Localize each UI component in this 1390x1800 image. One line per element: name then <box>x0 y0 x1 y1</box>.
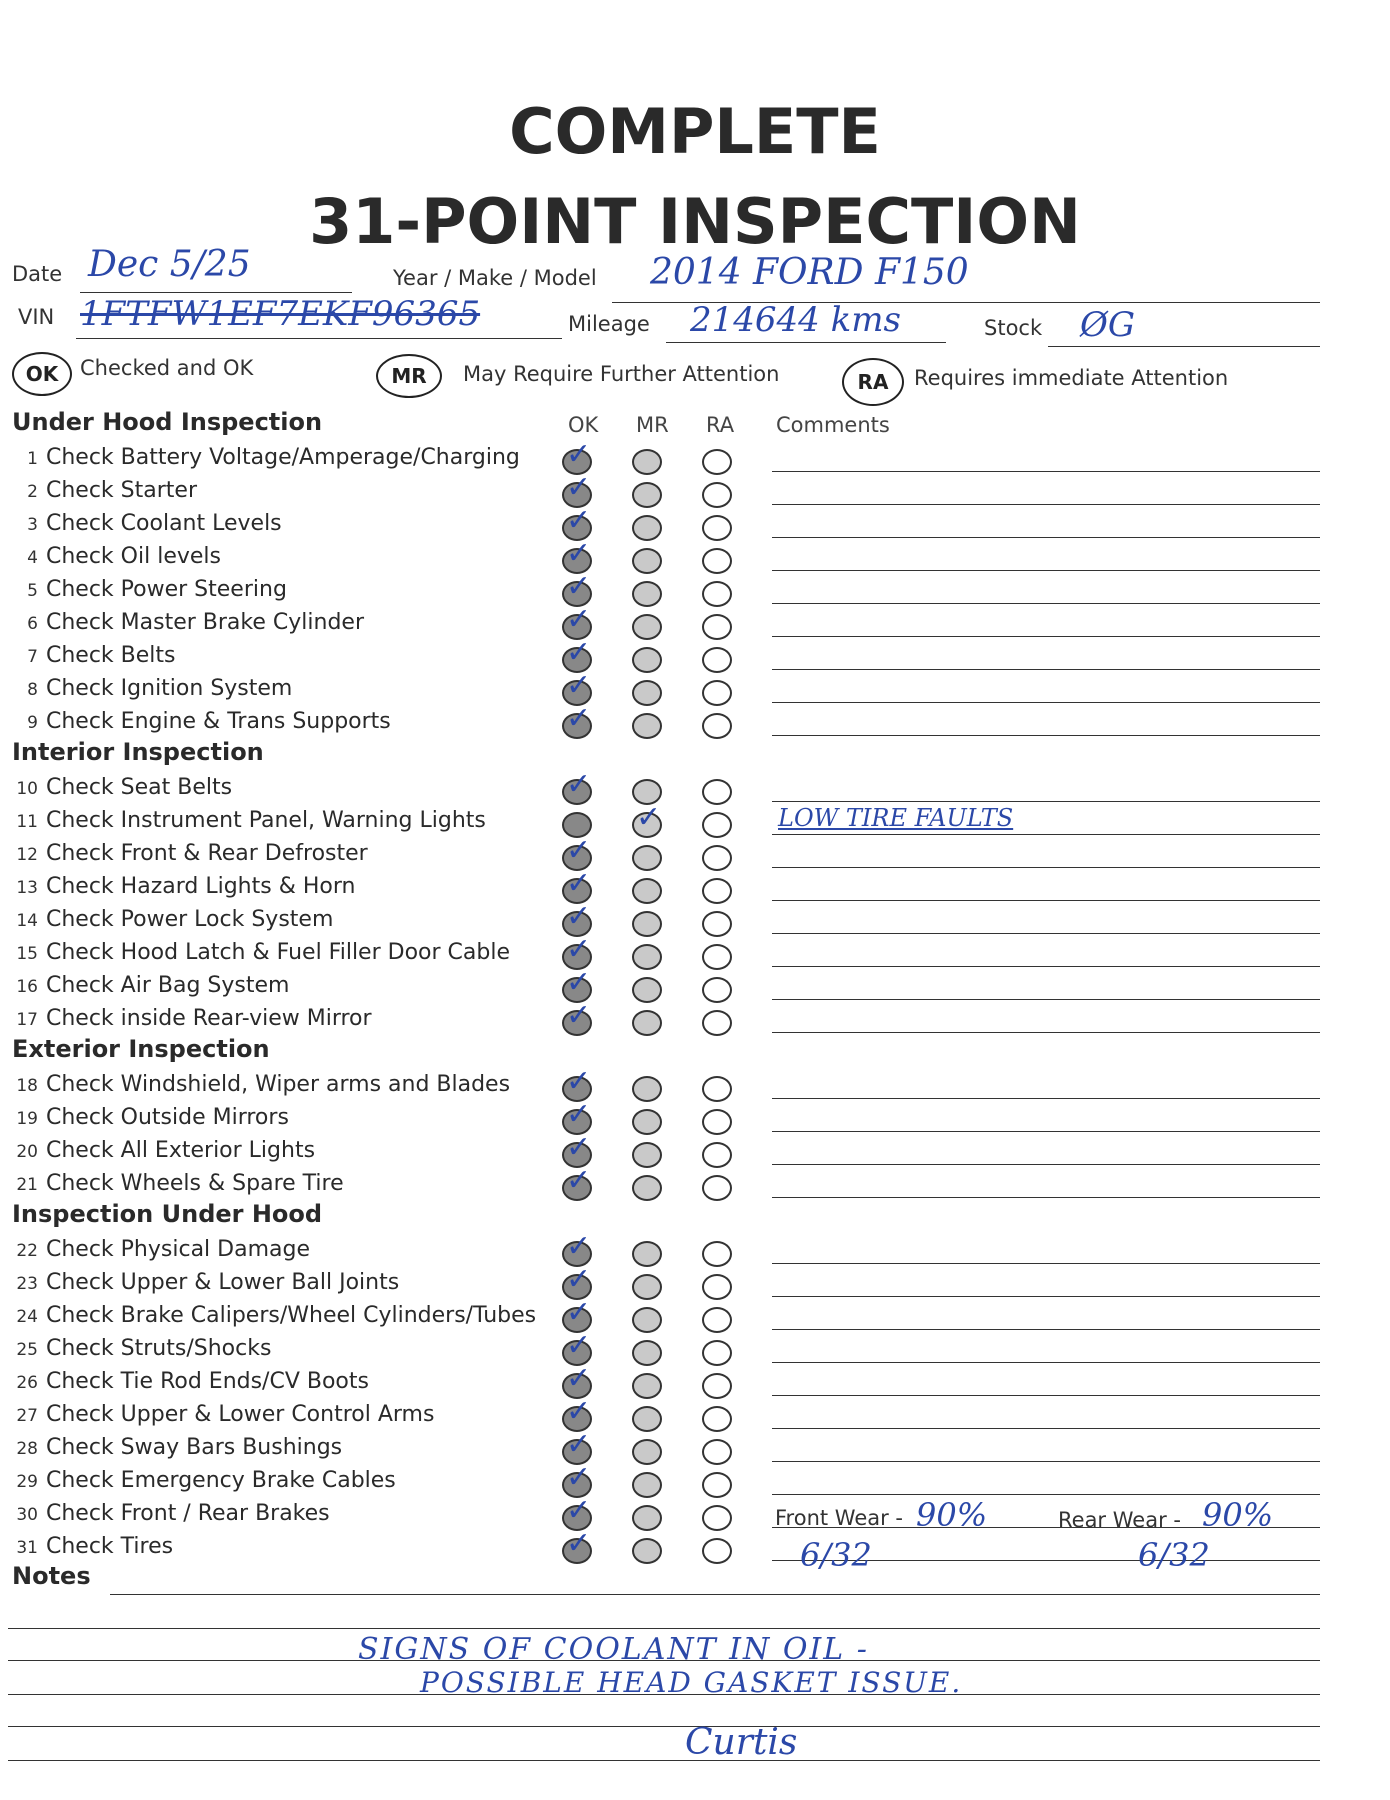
checkmark-icon: ✓ <box>566 602 592 637</box>
checkmark-icon: ✓ <box>566 470 592 505</box>
item-number: 10 <box>16 779 38 799</box>
comment-line <box>772 1329 1320 1330</box>
checkbox-mr[interactable] <box>632 1439 662 1465</box>
legend-ok-badge: OK <box>12 352 72 396</box>
notes-text-line1: SIGNS OF COOLANT IN OIL - <box>358 1632 869 1667</box>
comment-line <box>772 702 1320 703</box>
checkbox-ra[interactable] <box>702 1505 732 1531</box>
checkmark-icon: ✓ <box>566 932 592 967</box>
section-title: Interior Inspection <box>12 738 264 766</box>
date-label: Date <box>12 262 63 286</box>
item-number: 31 <box>16 1538 38 1558</box>
item-number: 9 <box>27 713 38 733</box>
checkbox-ra[interactable] <box>702 1373 732 1399</box>
checkbox-ra[interactable] <box>702 581 732 607</box>
stock-underline <box>1048 346 1320 347</box>
item-number: 2 <box>27 482 38 502</box>
checkbox-mr[interactable] <box>632 1373 662 1399</box>
item-label: Check Struts/Shocks <box>46 1336 272 1361</box>
checkbox-mr[interactable] <box>632 581 662 607</box>
checkbox-mr[interactable] <box>632 713 662 739</box>
comment-line <box>772 801 1320 802</box>
section-title: Exterior Inspection <box>12 1035 270 1063</box>
comment-line <box>772 1131 1320 1132</box>
item-number: 12 <box>16 845 38 865</box>
checkbox-mr[interactable] <box>632 1505 662 1531</box>
checkbox-mr[interactable] <box>632 1340 662 1366</box>
date-value: Dec 5/25 <box>88 244 251 285</box>
column-mr-header: MR <box>636 413 669 437</box>
comment-line <box>772 1296 1320 1297</box>
notes-line <box>8 1760 1320 1761</box>
comment-line <box>772 834 1320 835</box>
item-number: 21 <box>16 1175 38 1195</box>
checkbox-ra[interactable] <box>702 449 732 475</box>
checkbox-mr[interactable] <box>632 548 662 574</box>
item-number: 17 <box>16 1010 38 1030</box>
checkbox-ra[interactable] <box>702 548 732 574</box>
checkmark-icon: ✓ <box>566 437 592 472</box>
checkbox-mr[interactable] <box>632 878 662 904</box>
item-label: Check Belts <box>46 643 176 668</box>
checkbox-mr[interactable] <box>632 1175 662 1201</box>
checkbox-ra[interactable] <box>702 1241 732 1267</box>
legend-ra-text: Requires immediate Attention <box>914 366 1229 390</box>
form-title-line1: COMPLETE <box>509 95 881 168</box>
item-number: 6 <box>27 614 38 634</box>
checkbox-ra[interactable] <box>702 647 732 673</box>
front-wear-measure: 6/32 <box>800 1536 872 1574</box>
checkmark-icon: ✓ <box>566 503 592 538</box>
checkbox-mr[interactable] <box>632 1406 662 1432</box>
item-number: 22 <box>16 1241 38 1261</box>
item-number: 18 <box>16 1076 38 1096</box>
checkmark-icon: ✓ <box>566 833 592 868</box>
item-label: Check Hazard Lights & Horn <box>46 874 356 899</box>
item-number: 24 <box>16 1307 38 1327</box>
comment-line <box>772 537 1320 538</box>
checkmark-icon: ✓ <box>566 866 592 901</box>
item-label: Check Front / Rear Brakes <box>46 1501 330 1526</box>
checkmark-icon: ✓ <box>566 1295 592 1330</box>
item-number: 26 <box>16 1373 38 1393</box>
checkmark-icon: ✓ <box>566 1460 592 1495</box>
checkbox-ra[interactable] <box>702 911 732 937</box>
checkbox-mr[interactable] <box>632 944 662 970</box>
comment-line <box>772 900 1320 901</box>
comment-line <box>772 867 1320 868</box>
comment-line <box>772 933 1320 934</box>
item-label: Check Wheels & Spare Tire <box>46 1171 344 1196</box>
stock-label: Stock <box>984 316 1043 340</box>
checkbox-mr[interactable] <box>632 449 662 475</box>
checkbox-mr[interactable] <box>632 614 662 640</box>
vin-value: 1FTFW1EF7EKF96365 <box>80 294 481 334</box>
item-number: 20 <box>16 1142 38 1162</box>
checkmark-icon: ✓ <box>566 1328 592 1363</box>
item-label: Check Seat Belts <box>46 775 233 800</box>
checkbox-ra[interactable] <box>702 1010 732 1036</box>
item-number: 15 <box>16 944 38 964</box>
comment-line <box>772 1197 1320 1198</box>
comment-line <box>772 570 1320 571</box>
comment-line <box>772 735 1320 736</box>
front-wear-value: 90% <box>916 1496 988 1534</box>
checkmark-icon: ✓ <box>566 635 592 670</box>
checkbox-ra[interactable] <box>702 713 732 739</box>
checkmark-icon: ✓ <box>566 569 592 604</box>
checkbox-ra[interactable] <box>702 1472 732 1498</box>
item-number: 19 <box>16 1109 38 1129</box>
comment-line <box>772 603 1320 604</box>
item-number: 5 <box>27 581 38 601</box>
item-label: Check Instrument Panel, Warning Lights <box>46 808 486 833</box>
item-number: 27 <box>16 1406 38 1426</box>
checkbox-ra[interactable] <box>702 1538 732 1564</box>
legend-ra-badge: RA <box>842 358 904 406</box>
checkmark-icon: ✓ <box>566 899 592 934</box>
mileage-label: Mileage <box>568 312 650 336</box>
checkbox-mr[interactable] <box>632 515 662 541</box>
item-label: Check Master Brake Cylinder <box>46 610 364 635</box>
item-number: 30 <box>16 1505 38 1525</box>
checkbox-ra[interactable] <box>702 878 732 904</box>
checkmark-icon: ✓ <box>566 1163 592 1198</box>
checkmark-icon: ✓ <box>566 1229 592 1264</box>
item-label: Check Starter <box>46 478 197 503</box>
item-label: Check Tires <box>46 1534 174 1559</box>
checkbox-mr[interactable] <box>632 1538 662 1564</box>
item-label: Check Brake Calipers/Wheel Cylinders/Tubes <box>46 1303 537 1328</box>
date-underline <box>80 292 352 293</box>
comment-line <box>772 504 1320 505</box>
comment-line <box>772 1164 1320 1165</box>
item-number: 11 <box>16 812 38 832</box>
item-label: Check Oil levels <box>46 544 221 569</box>
comment-line <box>772 471 1320 472</box>
comment-line <box>772 1494 1320 1495</box>
item-number: 29 <box>16 1472 38 1492</box>
column-comments-header: Comments <box>776 413 890 437</box>
checkbox-mr[interactable] <box>632 1142 662 1168</box>
checkmark-icon: ✓ <box>566 1064 592 1099</box>
item-label: Check Front & Rear Defroster <box>46 841 368 866</box>
comment-line <box>772 1461 1320 1462</box>
checkbox-ra[interactable] <box>702 1406 732 1432</box>
item-label: Check Air Bag System <box>46 973 290 998</box>
checkmark-icon: ✓ <box>566 1394 592 1429</box>
item-label: Check Hood Latch & Fuel Filler Door Cable <box>46 940 510 965</box>
checkbox-ra[interactable] <box>702 1109 732 1135</box>
item-label: Check Battery Voltage/Amperage/Charging <box>46 445 520 470</box>
checkbox-ra[interactable] <box>702 977 732 1003</box>
item-number: 7 <box>27 647 38 667</box>
comment-line <box>772 1263 1320 1264</box>
item-number: 4 <box>27 548 38 568</box>
checkmark-icon: ✓ <box>566 998 592 1033</box>
notes-line <box>8 1726 1320 1727</box>
legend-mr-badge: MR <box>376 354 442 398</box>
front-wear-label: Front Wear - <box>775 1506 903 1530</box>
item-label: Check Ignition System <box>46 676 293 701</box>
item-label: Check Sway Bars Bushings <box>46 1435 343 1460</box>
checkbox-ra[interactable] <box>702 944 732 970</box>
item-number: 16 <box>16 977 38 997</box>
form-title-line2: 31-POINT INSPECTION <box>309 185 1081 258</box>
item-label: Check Outside Mirrors <box>46 1105 289 1130</box>
checkbox-ra[interactable] <box>702 1340 732 1366</box>
comment-line <box>772 1032 1320 1033</box>
checkmark-icon: ✓ <box>566 536 592 571</box>
checkbox-mr[interactable] <box>632 1076 662 1102</box>
checkbox-ra[interactable] <box>702 680 732 706</box>
ymm-label: Year / Make / Model <box>393 266 597 290</box>
checkbox-mr[interactable] <box>632 1241 662 1267</box>
checkbox-ra[interactable] <box>702 1439 732 1465</box>
checkmark-icon: ✓ <box>566 668 592 703</box>
checkbox-mr[interactable] <box>632 911 662 937</box>
item-label: Check Physical Damage <box>46 1237 310 1262</box>
item-number: 1 <box>27 449 38 469</box>
comment-line <box>772 1098 1320 1099</box>
rear-wear-value: 90% <box>1202 1496 1274 1534</box>
checkmark-icon: ✓ <box>566 1130 592 1165</box>
checkbox-ra[interactable] <box>702 1274 732 1300</box>
checkmark-icon: ✓ <box>566 965 592 1000</box>
notes-line <box>8 1628 1320 1629</box>
checkbox-ra[interactable] <box>702 779 732 805</box>
comment-line <box>772 1428 1320 1429</box>
comment-line <box>772 1362 1320 1363</box>
checkmark-icon: ✓ <box>566 1493 592 1528</box>
notes-text-line2: POSSIBLE HEAD GASKET ISSUE. <box>420 1666 963 1699</box>
item-number: 3 <box>27 515 38 535</box>
checkbox-mr[interactable] <box>632 1274 662 1300</box>
checkmark-icon: ✓ <box>566 767 592 802</box>
checkmark-icon: ✓ <box>566 1097 592 1132</box>
item-number: 13 <box>16 878 38 898</box>
notes-line <box>110 1594 1320 1595</box>
checkbox-ra[interactable] <box>702 1175 732 1201</box>
checkmark-icon: ✓ <box>566 1526 592 1561</box>
item-comment: LOW TIRE FAULTS <box>778 804 1014 832</box>
checkbox-ra[interactable] <box>702 812 732 838</box>
item-label: Check Power Lock System <box>46 907 334 932</box>
rear-wear-measure: 6/32 <box>1138 1536 1210 1574</box>
column-ok-header: OK <box>568 413 599 437</box>
checkbox-mr[interactable] <box>632 1307 662 1333</box>
item-label: Check Windshield, Wiper arms and Blades <box>46 1072 511 1097</box>
item-label: Check Engine & Trans Supports <box>46 709 391 734</box>
item-label: Check All Exterior Lights <box>46 1138 316 1163</box>
checkmark-icon: ✓ <box>566 1361 592 1396</box>
checkbox-mr[interactable] <box>632 1472 662 1498</box>
checkbox-ra[interactable] <box>702 1076 732 1102</box>
item-label: Check Upper & Lower Ball Joints <box>46 1270 400 1295</box>
checkbox-ra[interactable] <box>702 1307 732 1333</box>
comment-line <box>772 999 1320 1000</box>
checkbox-ra[interactable] <box>702 515 732 541</box>
item-number: 23 <box>16 1274 38 1294</box>
comment-line <box>772 1395 1320 1396</box>
comment-line <box>772 636 1320 637</box>
checkmark-icon: ✓ <box>636 800 662 835</box>
signature: Curtis <box>685 1722 798 1763</box>
notes-label: Notes <box>12 1562 91 1590</box>
mileage-underline <box>666 342 946 343</box>
rear-wear-label: Rear Wear - <box>1058 1508 1181 1532</box>
item-label: Check inside Rear-view Mirror <box>46 1006 372 1031</box>
checkbox-ra[interactable] <box>702 1142 732 1168</box>
checkbox-mr[interactable] <box>632 680 662 706</box>
column-ra-header: RA <box>706 413 735 437</box>
comment-line <box>772 966 1320 967</box>
checkbox-mr[interactable] <box>632 1109 662 1135</box>
item-number: 8 <box>27 680 38 700</box>
section-title: Under Hood Inspection <box>12 408 323 436</box>
item-number: 25 <box>16 1340 38 1360</box>
checkbox-mr[interactable] <box>632 647 662 673</box>
legend-ok-text: Checked and OK <box>80 356 254 380</box>
stock-value: ØG <box>1080 305 1136 345</box>
vin-label: VIN <box>18 305 55 329</box>
checkmark-icon: ✓ <box>566 701 592 736</box>
item-number: 28 <box>16 1439 38 1459</box>
item-label: Check Tie Rod Ends/CV Boots <box>46 1369 369 1394</box>
checkbox-mr[interactable] <box>632 977 662 1003</box>
item-label: Check Upper & Lower Control Arms <box>46 1402 435 1427</box>
checkmark-icon: ✓ <box>566 1262 592 1297</box>
vin-underline <box>76 338 562 339</box>
item-label: Check Coolant Levels <box>46 511 282 536</box>
checkbox-ra[interactable] <box>702 482 732 508</box>
ymm-value: 2014 FORD F150 <box>650 252 969 293</box>
mileage-value: 214644 kms <box>690 300 901 340</box>
comment-line <box>772 669 1320 670</box>
legend-mr-text: May Require Further Attention <box>463 362 780 386</box>
checkmark-icon: ✓ <box>566 1427 592 1462</box>
section-title: Inspection Under Hood <box>12 1200 323 1228</box>
item-number: 14 <box>16 911 38 931</box>
checkbox-ra[interactable] <box>702 614 732 640</box>
checkbox-mr[interactable] <box>632 1010 662 1036</box>
checkbox-ra[interactable] <box>702 845 732 871</box>
item-label: Check Power Steering <box>46 577 287 602</box>
checkbox-mr[interactable] <box>632 482 662 508</box>
checkbox-mr[interactable] <box>632 845 662 871</box>
item-label: Check Emergency Brake Cables <box>46 1468 396 1493</box>
